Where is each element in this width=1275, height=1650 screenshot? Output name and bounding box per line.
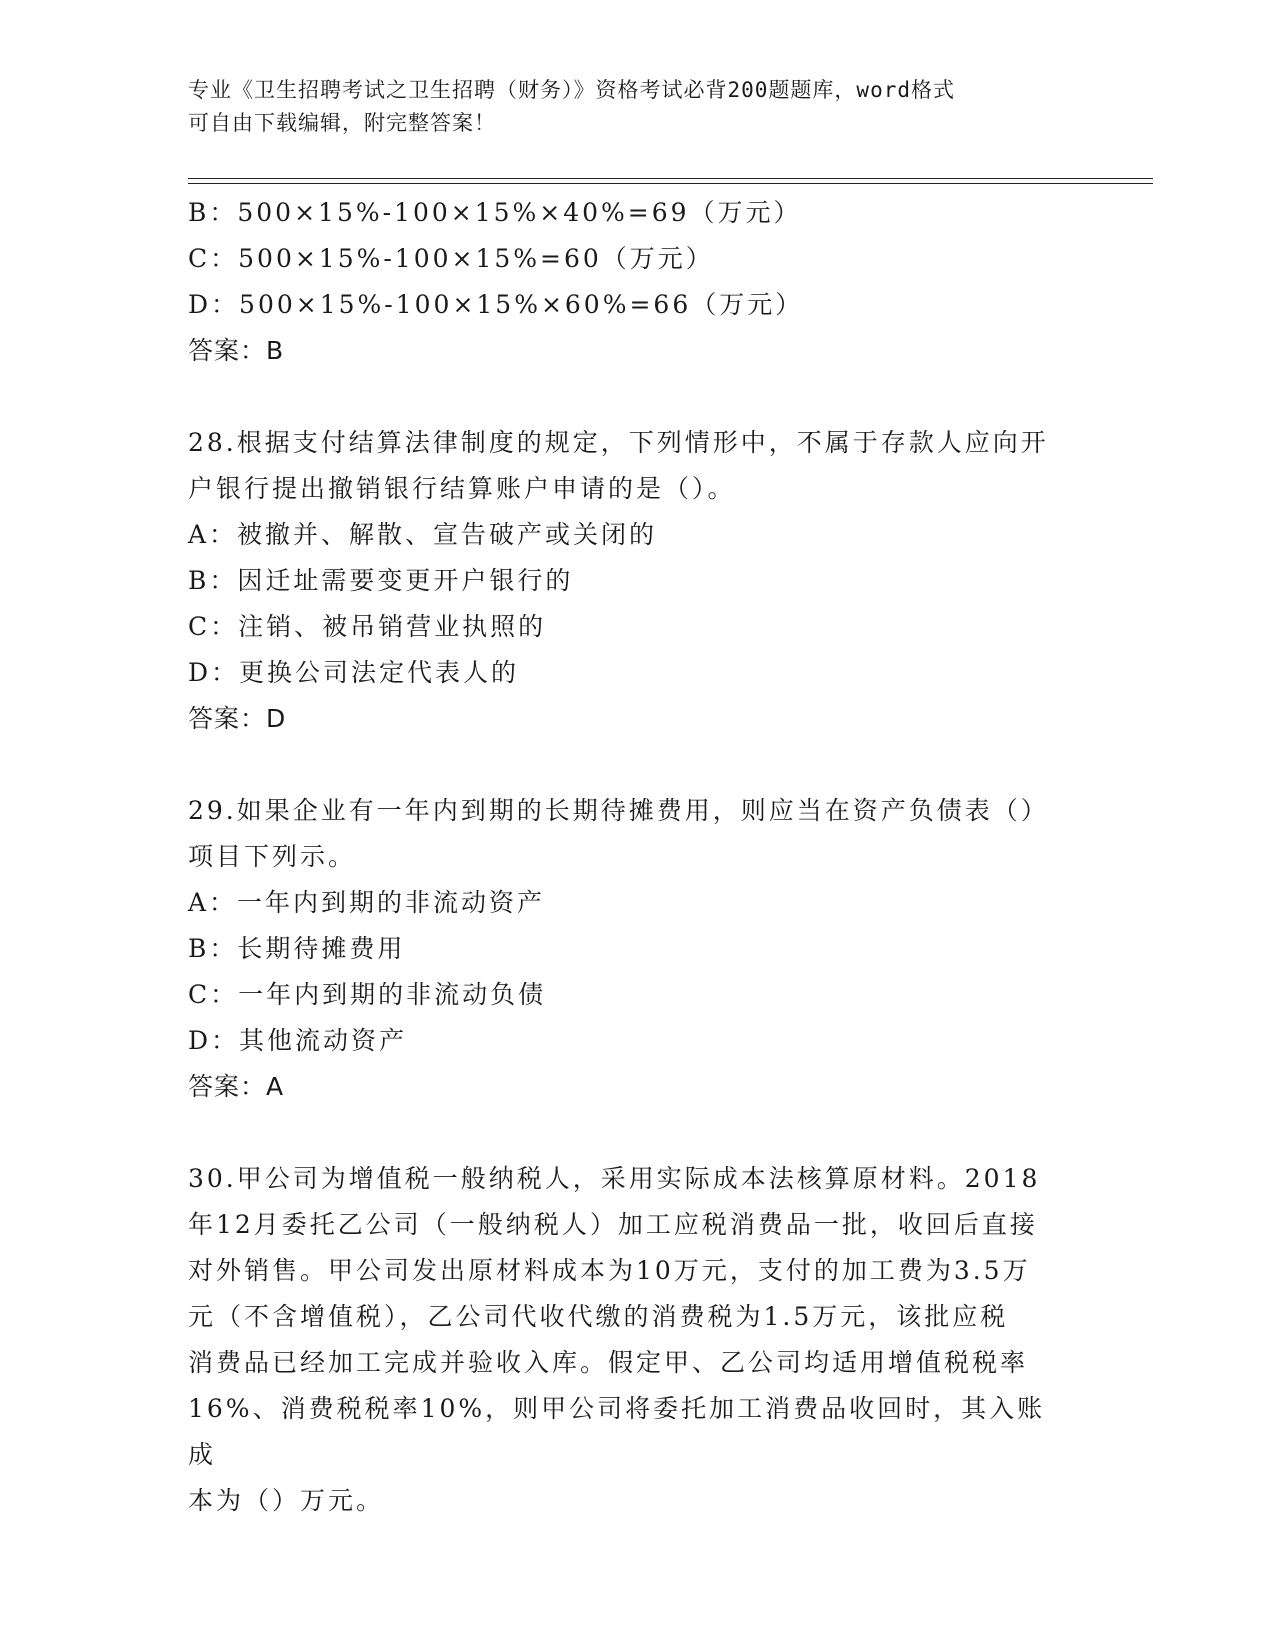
answer-line: 答案：B: [188, 336, 285, 365]
question-28: [188, 420, 1068, 742]
question-stem-cont: 消费品已经加工完成并验收入库。假定甲、乙公司均适用增值税税率: [188, 1348, 1029, 1377]
option-a: A：被撤并、解散、宣告破产或关闭的: [188, 520, 658, 549]
option-c: C：注销、被吊销营业执照的: [188, 612, 547, 641]
option-b: B：因迁址需要变更开户银行的: [188, 566, 574, 595]
prev-question-tail: [188, 190, 1068, 374]
question-30: [188, 1156, 1068, 1524]
option-d: D：500×15%-100×15%×60%=66（万元）: [188, 290, 804, 319]
question-stem-cont: 户银行提出撤销银行结算账户申请的是（）。: [188, 474, 736, 503]
question-stem: 29.如果企业有一年内到期的长期待摊费用，则应当在资产负债表（）: [188, 796, 1049, 825]
question-stem: 30.甲公司为增值税一般纳税人，采用实际成本法核算原材料。2018: [188, 1164, 1041, 1193]
question-stem-cont: 16%、消费税税率10%，则甲公司将委托加工消费品收回时，其入账成: [188, 1394, 1046, 1469]
page-header: [188, 74, 1068, 140]
question-stem: 28.根据支付结算法律制度的规定，下列情形中，不属于存款人应向开: [188, 428, 1049, 457]
option-b: B：长期待摊费用: [188, 934, 406, 963]
option-c: C：一年内到期的非流动负债: [188, 980, 547, 1009]
question-29: [188, 788, 1068, 1110]
question-stem-cont: 元（不含增值税），乙公司代收代缴的消费税为1.5万元，该批应税: [188, 1302, 1009, 1331]
header-title-line-2: 可自由下载编辑，附完整答案！: [188, 111, 496, 135]
document-body: [188, 190, 1068, 1524]
option-c: C：500×15%-100×15%=60（万元）: [188, 244, 714, 273]
option-a: A：一年内到期的非流动资产: [188, 888, 546, 917]
question-stem-cont: 对外销售。甲公司发出原材料成本为10万元，支付的加工费为3.5万: [188, 1256, 1031, 1285]
answer-line: 答案：A: [188, 1072, 285, 1101]
header-title-line-1: 专业《卫生招聘考试之卫生招聘（财务）》资格考试必背200题题库，word格式: [188, 78, 955, 102]
option-b: B：500×15%-100×15%×40%=69（万元）: [188, 198, 802, 227]
question-stem-cont: 项目下列示。: [188, 842, 357, 871]
question-stem-cont: 本为（）万元。: [188, 1486, 385, 1515]
option-d: D：其他流动资产: [188, 1026, 408, 1055]
header-divider: [188, 178, 1153, 184]
question-stem-cont: 年12月委托乙公司（一般纳税人）加工应税消费品一批，收回后直接: [188, 1210, 1038, 1239]
option-d: D：更换公司法定代表人的: [188, 658, 520, 687]
answer-line: 答案：D: [188, 704, 287, 733]
